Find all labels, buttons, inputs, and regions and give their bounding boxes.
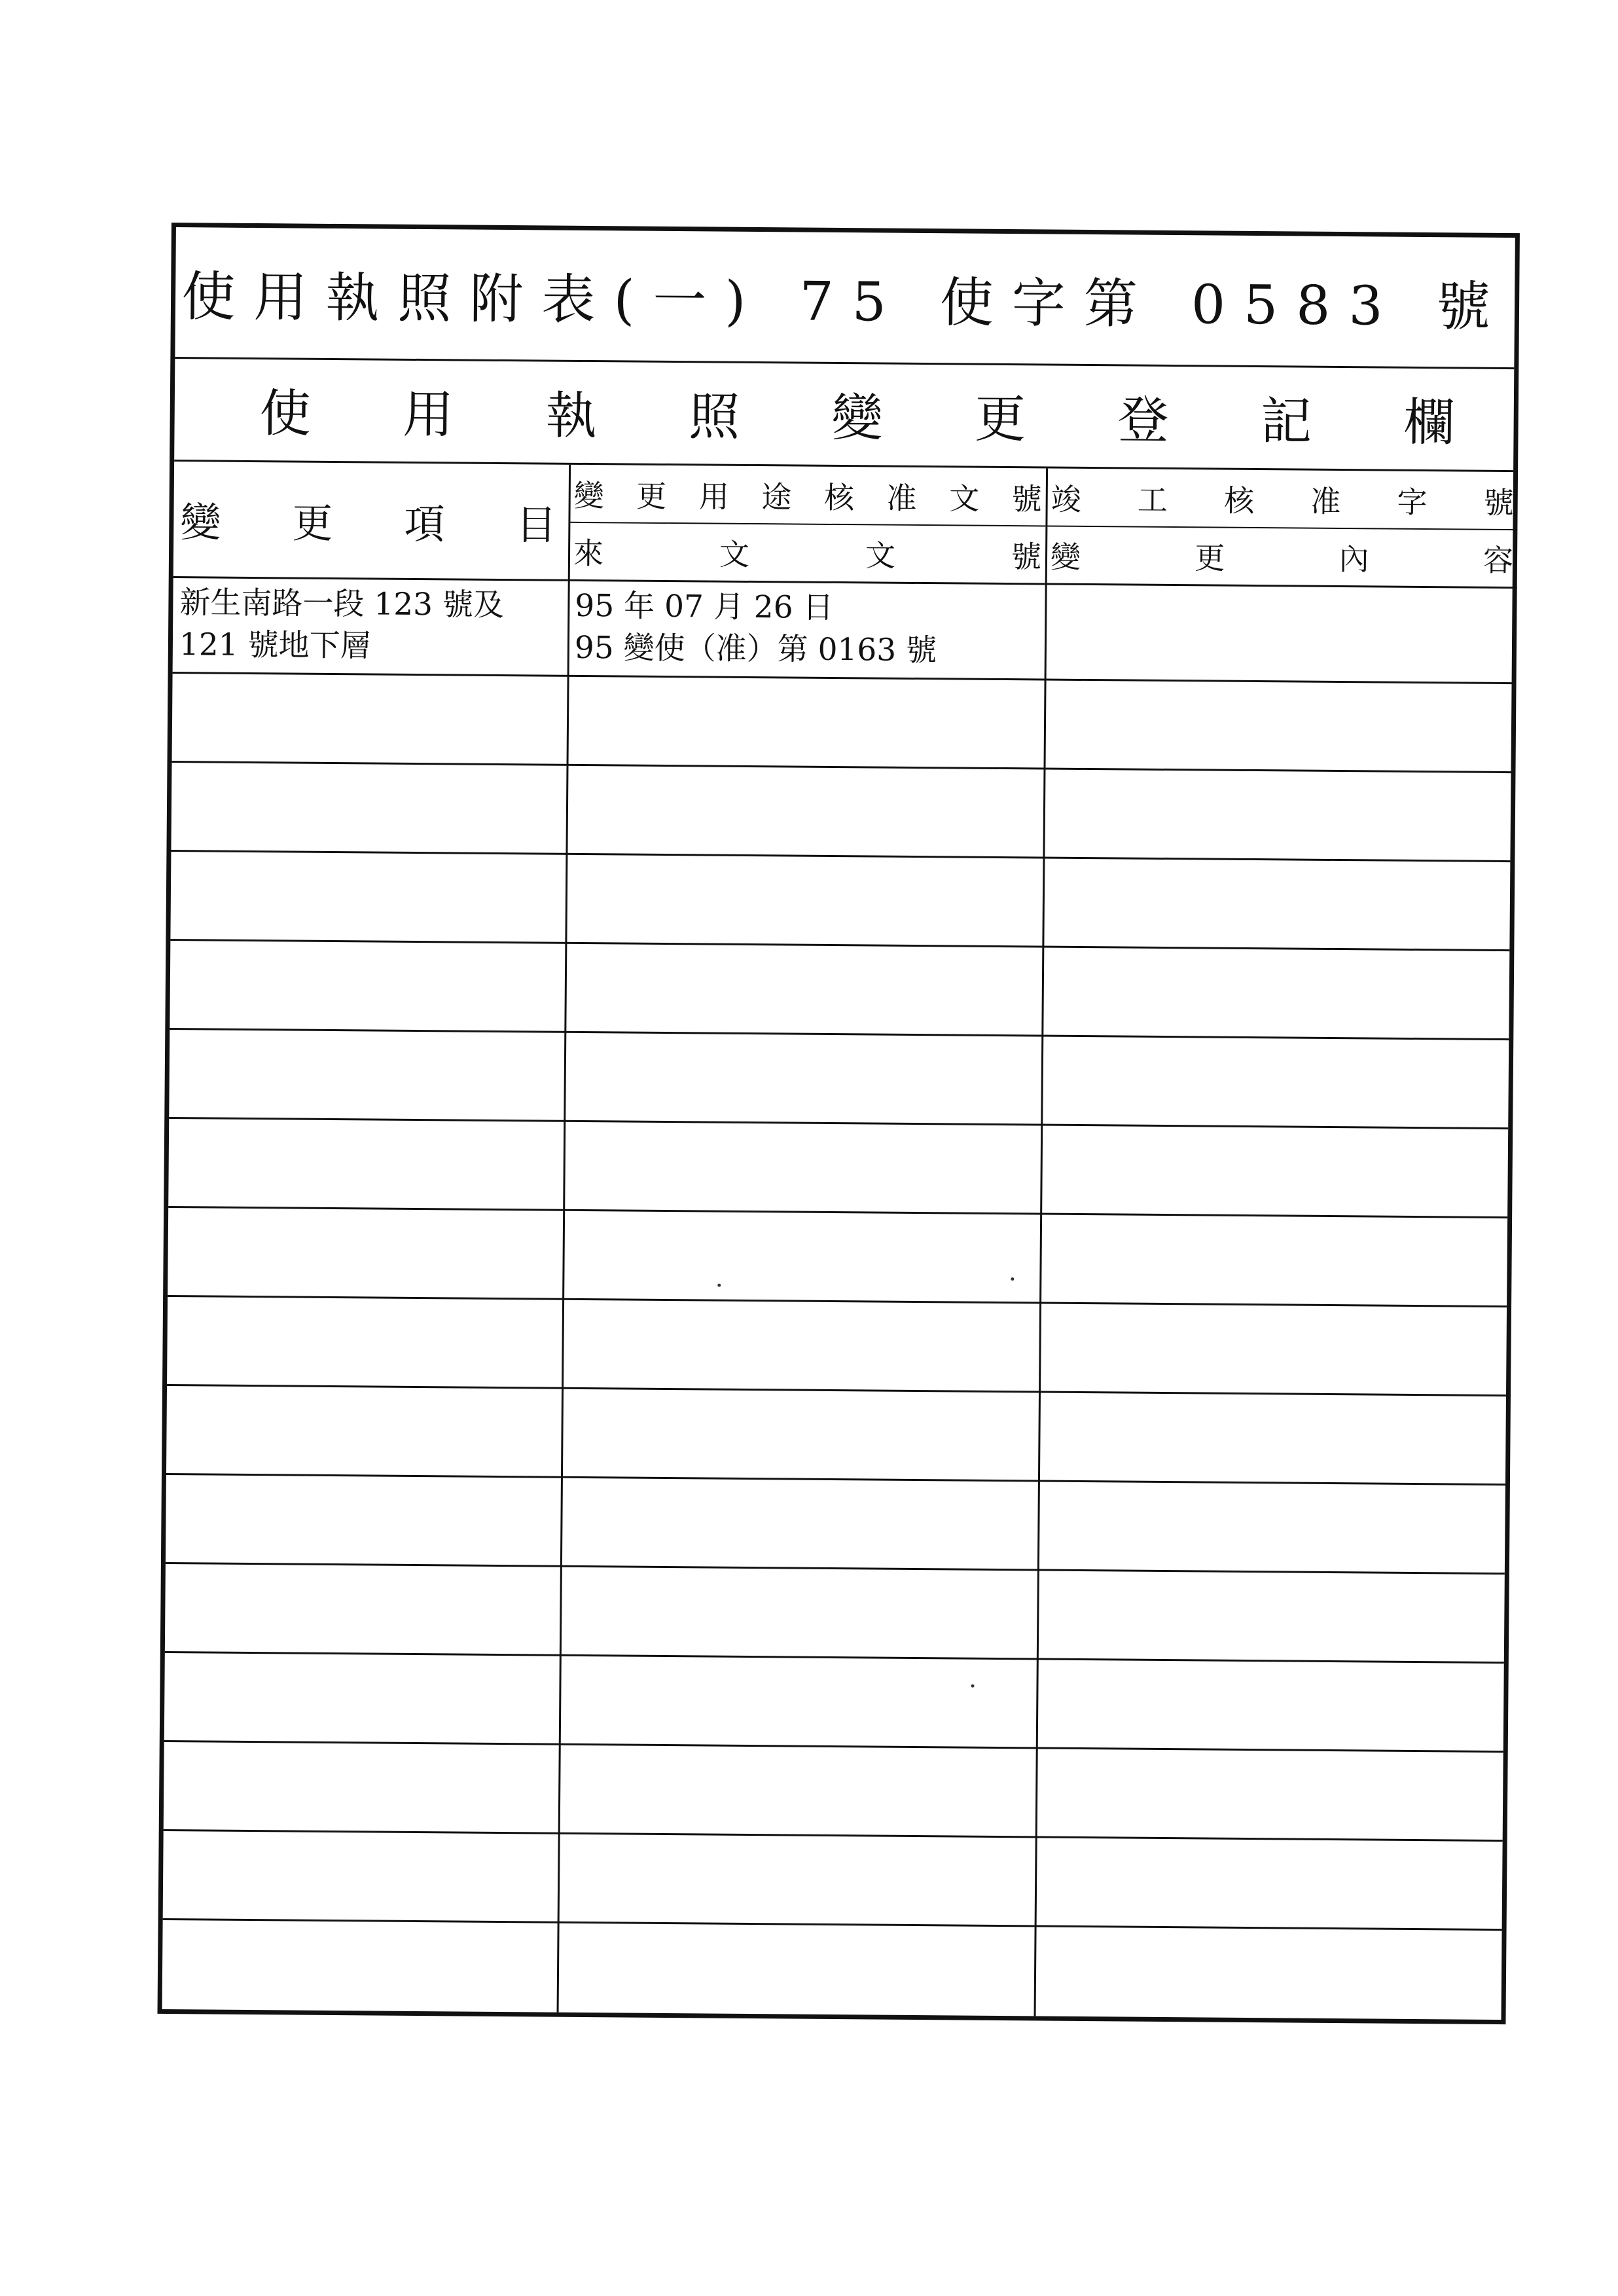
empty-table-row bbox=[170, 941, 1509, 1040]
empty-table-row bbox=[164, 1653, 1504, 1753]
usage-permit-attachment-table bbox=[158, 223, 1520, 2024]
header-char: 號 bbox=[1011, 539, 1042, 575]
header-char: 工 bbox=[1137, 482, 1168, 518]
header-completion-approval-number bbox=[1047, 469, 1518, 531]
subtitle-char: 照 bbox=[688, 387, 740, 447]
header-char: 來 bbox=[573, 535, 604, 572]
empty-table-row bbox=[170, 852, 1510, 951]
header-char: 文 bbox=[948, 480, 980, 517]
subtitle-char: 記 bbox=[1260, 392, 1312, 452]
header-char: 目 bbox=[516, 501, 557, 549]
doc-date: 95 年 07 月 26 日 bbox=[575, 587, 834, 626]
header-char: 內 bbox=[1339, 541, 1369, 577]
header-char: 文 bbox=[719, 536, 750, 572]
header-approval-doc-number bbox=[569, 465, 1046, 527]
empty-table-row bbox=[163, 1831, 1503, 1931]
document-title: 使用執照附表(一) 75 使字第 0583 號 bbox=[181, 265, 1509, 338]
empty-table-row bbox=[168, 1119, 1508, 1218]
header-char: 核 bbox=[823, 479, 855, 515]
empty-table-row bbox=[164, 1742, 1503, 1842]
header-char: 更 bbox=[292, 499, 333, 547]
subtitle-row bbox=[174, 357, 1514, 472]
header-incoming-doc-number bbox=[569, 523, 1046, 585]
empty-table-row bbox=[162, 1920, 1502, 2020]
empty-table-row bbox=[166, 1475, 1505, 1575]
empty-table-row bbox=[172, 674, 1512, 773]
empty-table-row bbox=[169, 1030, 1509, 1129]
empty-table-row bbox=[166, 1386, 1506, 1485]
empty-table-row bbox=[171, 763, 1511, 862]
empty-table-row bbox=[165, 1564, 1505, 1664]
header-char: 變 bbox=[1050, 539, 1081, 575]
subtitle-char: 使 bbox=[259, 384, 312, 444]
header-char: 項 bbox=[404, 500, 445, 549]
header-char: 核 bbox=[1223, 483, 1255, 519]
subtitle-char: 執 bbox=[545, 386, 598, 446]
header-char: 字 bbox=[1397, 484, 1428, 520]
header-char: 號 bbox=[1483, 484, 1514, 520]
subtitle-char: 登 bbox=[1117, 390, 1169, 450]
subtitle-char: 更 bbox=[974, 390, 1026, 449]
header-change-item bbox=[173, 462, 569, 581]
header-char: 准 bbox=[886, 480, 917, 516]
header-char: 變 bbox=[573, 477, 604, 513]
subtitle-char: 欄 bbox=[1403, 393, 1455, 452]
header-char: 號 bbox=[1011, 481, 1042, 517]
header-char: 容 bbox=[1483, 542, 1514, 579]
doc-number: 95 變使（准）第 0163 號 bbox=[574, 629, 937, 669]
header-char: 文 bbox=[865, 538, 896, 574]
header-char: 更 bbox=[636, 478, 667, 514]
table-row bbox=[173, 578, 1513, 684]
header-char: 准 bbox=[1310, 483, 1341, 519]
header-char: 更 bbox=[1195, 540, 1225, 576]
header-char: 變 bbox=[180, 498, 221, 547]
header-change-content bbox=[1047, 527, 1518, 589]
title-row bbox=[175, 227, 1515, 369]
change-item-line: 新生南路一段 123 號及 bbox=[179, 585, 505, 624]
subtitle-char: 用 bbox=[402, 385, 454, 445]
change-item-line: 121 號地下層 bbox=[179, 627, 371, 665]
empty-table-row bbox=[167, 1297, 1507, 1396]
header-char: 用 bbox=[698, 478, 730, 515]
empty-table-row bbox=[168, 1208, 1507, 1307]
header-char: 竣 bbox=[1051, 481, 1081, 517]
incoming-doc-cell bbox=[575, 585, 937, 672]
change-item-cell bbox=[179, 582, 505, 668]
header-char: 途 bbox=[761, 479, 792, 515]
subtitle-char: 變 bbox=[831, 388, 883, 448]
